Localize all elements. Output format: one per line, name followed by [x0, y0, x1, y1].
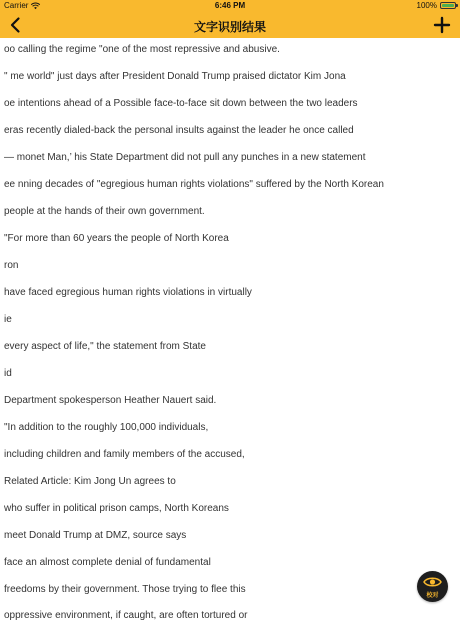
plus-icon[interactable] [432, 15, 452, 35]
text-line: ie [4, 314, 12, 325]
text-line: including children and family members of the accused, [4, 449, 245, 460]
page-title: 文字识别结果 [193, 20, 266, 34]
text-line: — monet Man,’ his State Department did not pull any punches in a new statement [4, 152, 366, 163]
text-line: meet Donald Trump at DMZ, source says [4, 530, 187, 541]
text-line: Related Article: Kim Jong Un agrees to [4, 476, 176, 487]
text-line: have faced egregious human rights violations in virtually [4, 287, 252, 298]
battery-icon [440, 2, 456, 9]
navigation-bar [0, 13, 460, 38]
battery-fill [442, 4, 454, 7]
text-line: oppressive environment, if caught, are often tortured or [4, 610, 248, 621]
eye-icon [423, 576, 442, 588]
proofread-label: 校对 [426, 593, 439, 599]
battery-info [417, 1, 456, 10]
text-line: "In addition to the roughly 100,000 individuals, [4, 422, 209, 433]
text-line: ee nning decades of "egregious human rights violations" suffered by the North Korean [4, 179, 384, 190]
status-bar [0, 0, 460, 13]
proofread-button[interactable] [417, 571, 448, 602]
text-line: "For more than 60 years the people of North Korea [4, 233, 229, 244]
text-line: people at the hands of their own government. [4, 206, 205, 217]
text-line: id [4, 368, 12, 379]
status-time: 6:46 PM [214, 1, 246, 10]
battery-percent: 100% [416, 1, 437, 10]
text-line: Department spokesperson Heather Nauert said. [4, 395, 217, 406]
text-line: who suffer in political prison camps, North Koreans [4, 503, 229, 514]
text-line: every aspect of life," the statement from State [4, 341, 206, 352]
text-line: oo calling the regime "one of the most repressive and abusive. [4, 44, 280, 55]
carrier-label: Carrier [4, 1, 29, 10]
text-line: freedoms by their government. Those trying to flee this [4, 584, 246, 595]
text-line: face an almost complete denial of fundamental [4, 557, 211, 568]
text-line: ron [4, 260, 19, 271]
text-line: oe intentions ahead of a Possible face-to-face sit down between the two leaders [4, 98, 358, 109]
text-line: eras recently dialed-back the personal insults against the leader he once called [4, 125, 354, 136]
ocr-result-text [0, 38, 460, 621]
text-line: " me world" just days after President Donald Trump praised dictator Kim Jona [4, 71, 346, 82]
